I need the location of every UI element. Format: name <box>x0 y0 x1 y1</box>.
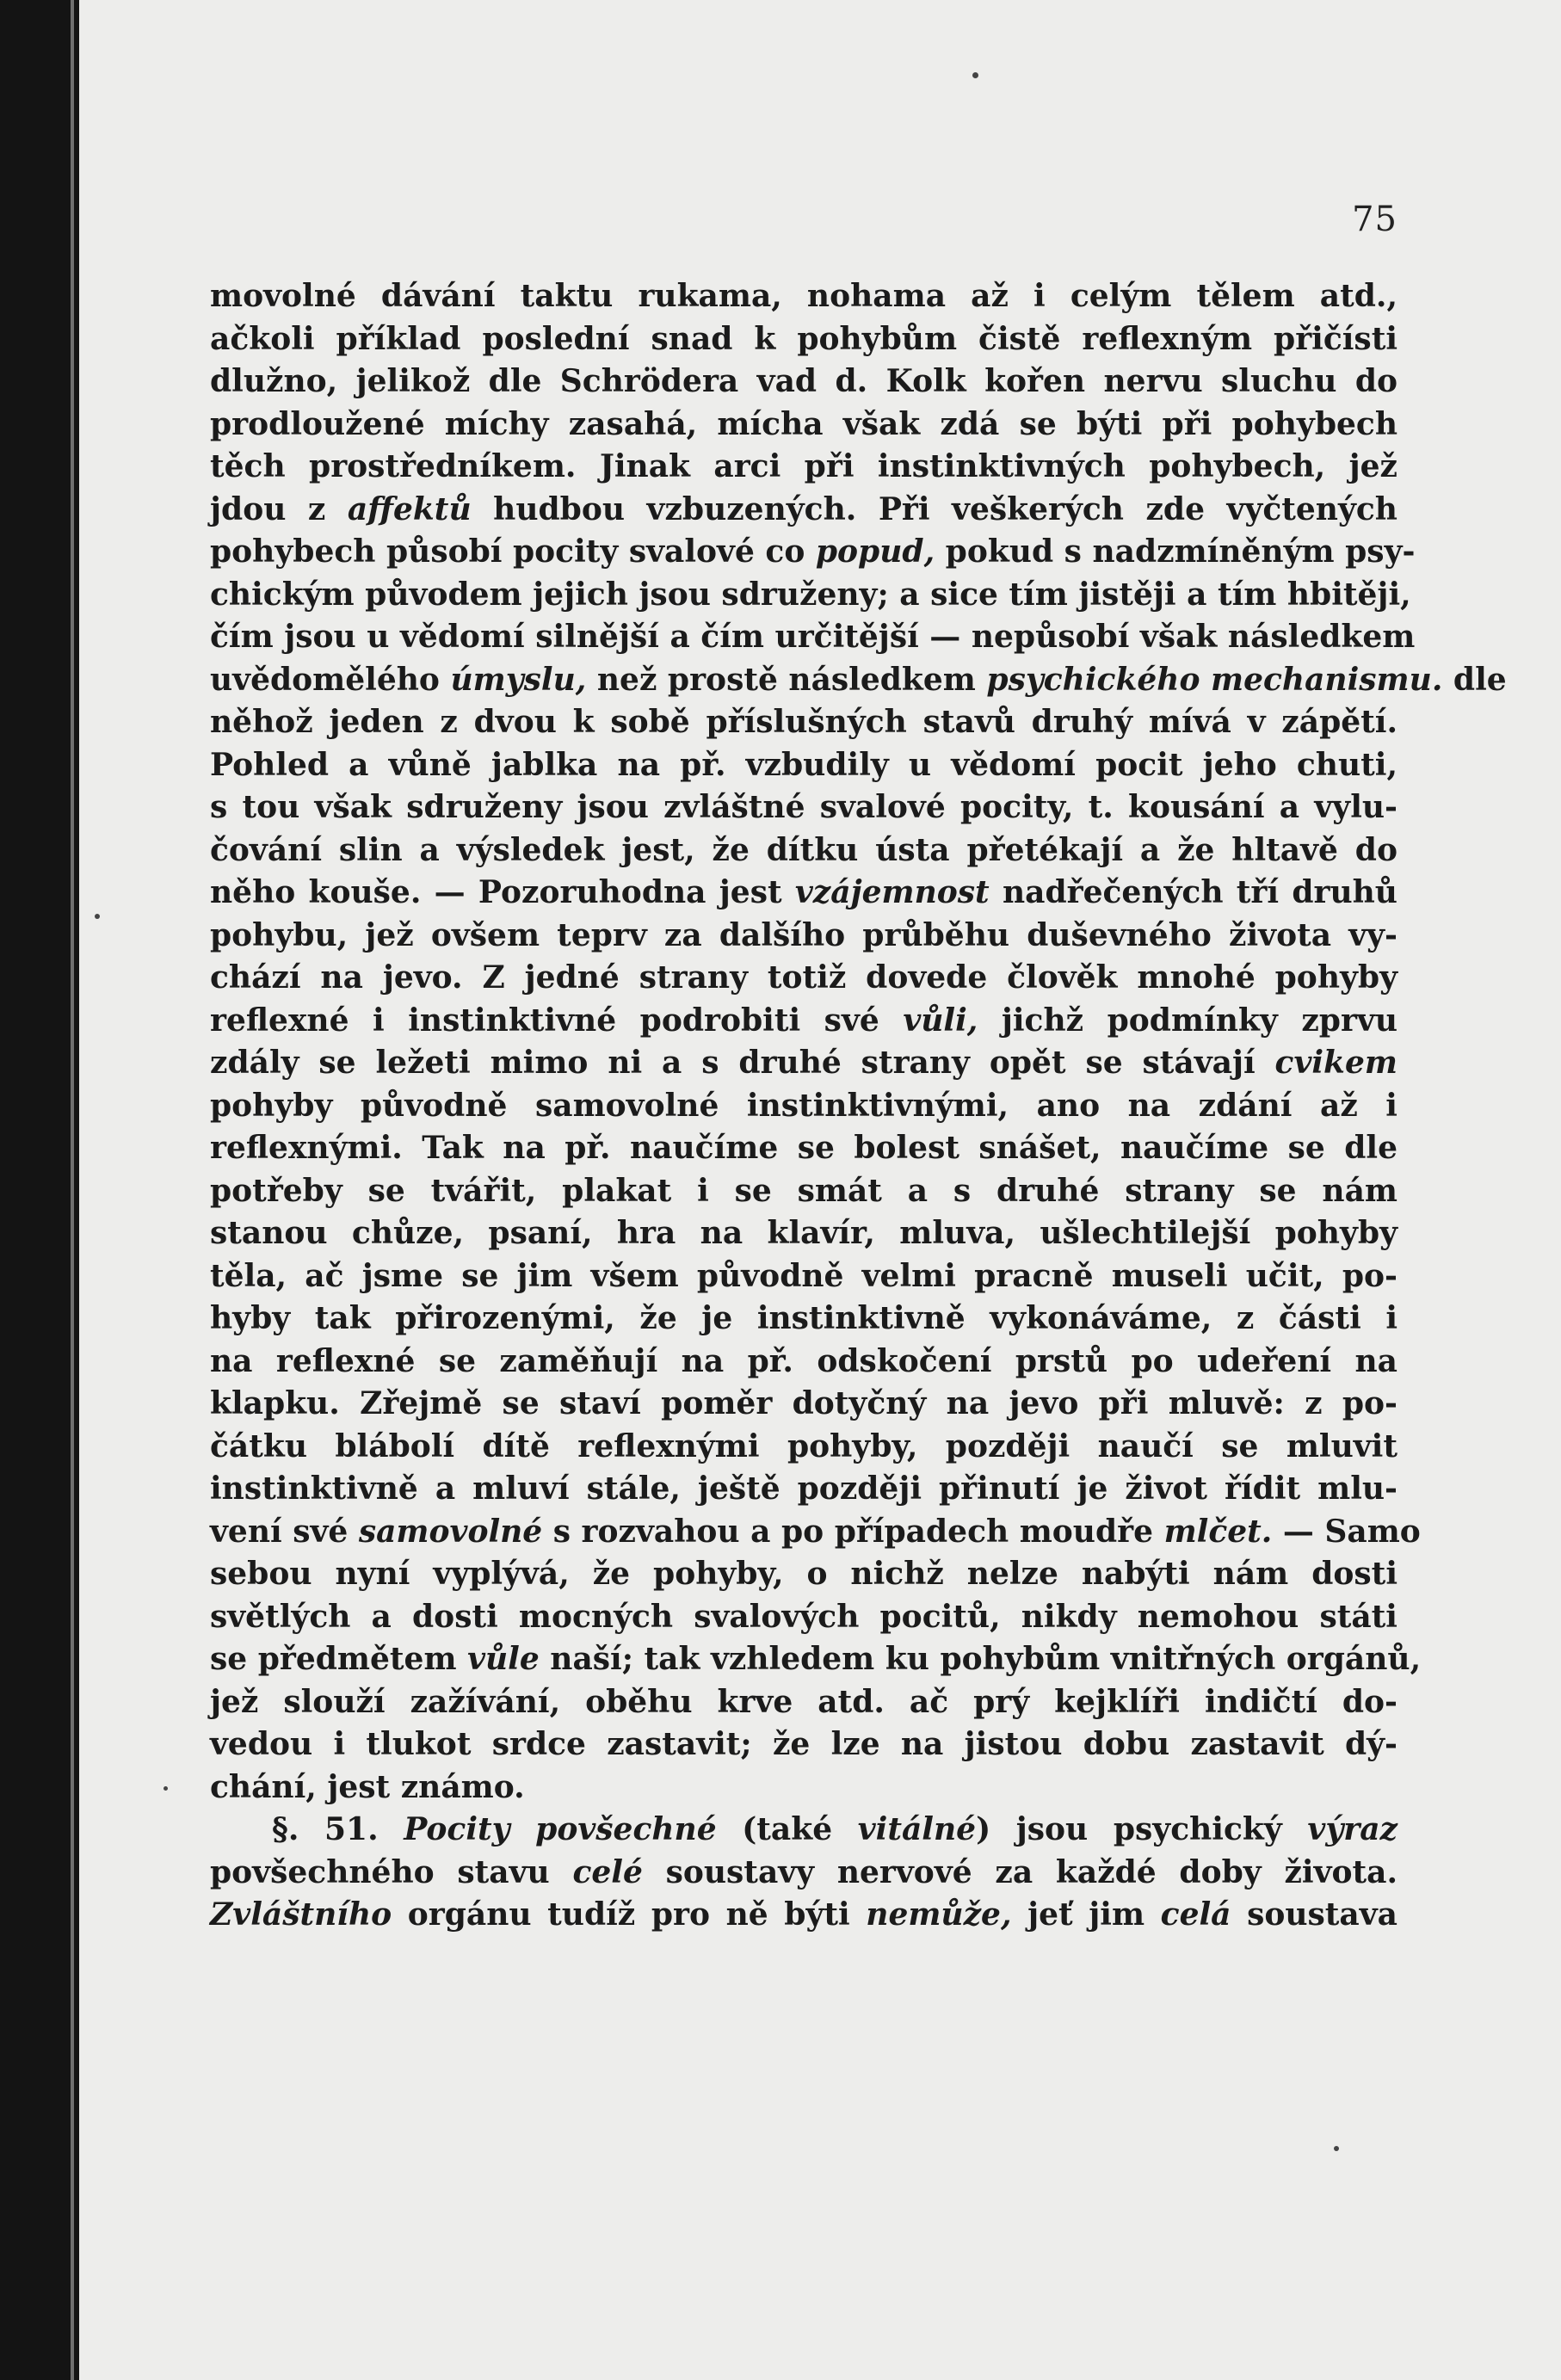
text-segment: potřeby se tvářit, plakat i se smát a s druhé strany se nám <box>210 1172 1397 1209</box>
text-segment: vedou i tlukot srdce zastavit; že lze na jistou dobu zastavit dý- <box>210 1726 1397 1762</box>
text-segment: — Samo <box>1272 1513 1421 1550</box>
text-segment: sebou nyní vyplývá, že pohyby, o nichž nelze nabýti nám dosti <box>210 1556 1397 1592</box>
text-segment: než prostě následkem <box>586 661 987 698</box>
text-line <box>210 786 1397 829</box>
text-line <box>210 1767 1397 1810</box>
emphasis-text: Zvláštního <box>210 1896 392 1933</box>
text-segment: těla, ač jsme se jim všem původně velmi pracně museli učit, po- <box>210 1257 1397 1294</box>
text-line <box>210 404 1397 447</box>
text-segment: jichž podmínky zprvu <box>978 1002 1398 1039</box>
text-line <box>210 1042 1397 1085</box>
text-segment: pohybech působí pocity svalové co <box>210 533 816 570</box>
text-line <box>210 1341 1397 1384</box>
text-segment: chickým původem jejich jsou sdruženy; a sice tím jistěji a tím hbitěji, <box>210 576 1411 613</box>
text-segment: něho kouše. — Pozoruhodna jest <box>210 874 795 910</box>
text-line <box>210 1894 1397 1937</box>
emphasis-text: výraz <box>1307 1811 1397 1847</box>
text-line <box>210 1723 1397 1767</box>
text-line <box>210 701 1397 744</box>
text-line <box>210 1596 1397 1639</box>
text-segment: ) jsou psychický <box>976 1811 1308 1847</box>
emphasis-text: vůle <box>467 1641 540 1677</box>
text-line <box>210 1553 1397 1596</box>
print-speck <box>95 914 100 919</box>
emphasis-text: vitálné <box>857 1811 977 1847</box>
emphasis-text: úmyslu, <box>450 661 587 698</box>
text-segment: povšechného stavu <box>210 1853 573 1890</box>
text-segment: čátku blábolí dítě reflexnými pohyby, později naučí se mluvit <box>210 1427 1397 1464</box>
emphasis-text: mlčet. <box>1163 1513 1273 1550</box>
text-line <box>210 531 1416 574</box>
text-line <box>210 1212 1397 1255</box>
text-segment: chází na jevo. Z jedné strany totiž dovede člověk mnohé pohyby <box>210 959 1397 996</box>
text-line <box>210 446 1397 489</box>
text-segment: naší; tak vzhledem ku pohybům vnitřných orgánů, <box>539 1641 1422 1677</box>
text-segment: jeť jim <box>1011 1896 1161 1933</box>
text-segment: nadřečených tří druhů <box>989 874 1397 910</box>
print-speck <box>972 72 978 78</box>
emphasis-text: affektů <box>347 490 472 527</box>
text-segment: prodloužené míchy zasahá, mícha však zdá se býti při pohybech <box>210 405 1397 442</box>
text-segment: hudbou vzbuzených. Při veškerých zde vyčtených <box>471 490 1397 527</box>
body-text <box>210 275 1507 1937</box>
text-segment: soustava <box>1231 1896 1398 1933</box>
text-line <box>210 829 1397 872</box>
text-line <box>210 1383 1397 1426</box>
text-line <box>210 361 1397 404</box>
text-segment: movolné dávání taktu rukama, nohama až i celým tělem atd., <box>210 278 1397 314</box>
text-segment: zdály se ležeti mimo ni a s druhé strany opět se stávají <box>210 1045 1275 1081</box>
text-segment: s rozvahou a po případech moudře <box>542 1513 1164 1550</box>
emphasis-text: vůli, <box>903 1002 978 1039</box>
emphasis-text: samovolné <box>358 1513 543 1550</box>
text-segment: reflexnými. Tak na př. naučíme se bolest snášet, naučíme se dle <box>210 1130 1397 1166</box>
text-line <box>210 1085 1397 1128</box>
text-segment: reflexné i instinktivné podrobiti své <box>210 1002 904 1039</box>
text-segment: světlých a dosti mocných svalových pocitů, nikdy nemohou státi <box>210 1598 1397 1635</box>
text-line <box>210 1000 1397 1043</box>
text-segment: (také <box>716 1811 858 1847</box>
text-segment: uvědomělého <box>210 661 451 698</box>
emphasis-text: nemůže, <box>866 1896 1012 1933</box>
page-number: 75 <box>1352 200 1397 239</box>
text-line <box>210 1426 1397 1469</box>
text-segment: instinktivně a mluví stále, ještě později přinutí je život řídit mlu- <box>210 1471 1397 1507</box>
text-line <box>210 1468 1397 1511</box>
binding-edge <box>71 0 74 2380</box>
emphasis-text: celá <box>1160 1896 1231 1933</box>
text-segment: čování slin a výsledek jest, že dítku ústa přetékají a že hltavě do <box>210 831 1397 868</box>
emphasis-text: cvikem <box>1274 1045 1397 1081</box>
text-line <box>210 1809 1397 1852</box>
text-line <box>210 1170 1397 1213</box>
text-segment: §. 51. <box>272 1811 404 1847</box>
text-segment: jdou z <box>210 490 348 527</box>
text-segment: těch prostředníkem. Jinak arci při instinktivných pohybech, jež <box>210 448 1397 484</box>
text-segment: s tou však sdruženy jsou zvláštné svalové pocity, t. kousání a vylu- <box>210 789 1397 825</box>
text-segment: chání, jest známo. <box>210 1768 525 1805</box>
text-segment: se předmětem <box>210 1641 468 1677</box>
text-line <box>210 1255 1397 1298</box>
text-segment: pokud s nadzmíněným psy- <box>935 533 1416 570</box>
text-line <box>210 275 1397 318</box>
text-segment: Pohled a vůně jablka na př. vzbudily u vědomí pocit jeho chuti, <box>210 746 1397 783</box>
text-line <box>210 659 1507 702</box>
text-segment: pohyby původně samovolné instinktivnými, ano na zdání až i <box>210 1087 1397 1124</box>
text-segment: čím jsou u vědomí silnější a čím určitější — nepůsobí však následkem <box>210 619 1416 655</box>
text-line <box>210 915 1397 958</box>
text-line <box>210 489 1397 532</box>
emphasis-text: popud, <box>815 533 935 570</box>
text-segment: jež slouží zažívání, oběhu krve atd. ač prý kejklíři indičtí do- <box>210 1683 1397 1720</box>
text-segment: soustavy nervové za každé doby života. <box>642 1853 1397 1890</box>
text-line <box>210 1298 1397 1341</box>
text-line <box>210 1852 1397 1895</box>
text-line <box>210 744 1397 787</box>
text-segment: orgánu tudíž pro ně býti <box>392 1896 867 1933</box>
text-line <box>210 616 1416 659</box>
text-line <box>210 872 1397 915</box>
text-segment: stanou chůze, psaní, hra na klavír, mluva, ušlechtilejší pohyby <box>210 1215 1397 1251</box>
text-segment: hyby tak přirozenými, že je instinktivně vykonáváme, z části i <box>210 1300 1397 1336</box>
text-segment: vení své <box>210 1513 359 1550</box>
text-segment: dlužno, jelikož dle Schrödera vad d. Kolk kořen nervu sluchu do <box>210 363 1397 399</box>
text-line <box>210 957 1397 1000</box>
text-line <box>210 1127 1397 1170</box>
text-line <box>210 318 1397 361</box>
book-page <box>79 0 1561 2380</box>
text-line <box>210 1511 1421 1554</box>
text-segment: klapku. Zřejmě se staví poměr dotyčný na jevo při mluvě: z po- <box>210 1385 1397 1421</box>
text-segment: na reflexné se zaměňují na př. odskočení prstů po udeření na <box>210 1342 1397 1379</box>
text-line <box>210 574 1411 617</box>
emphasis-text: psychického mechanismu. <box>986 661 1443 698</box>
text-segment: dle <box>1442 661 1507 698</box>
text-line <box>210 1638 1422 1681</box>
emphasis-text: celé <box>572 1853 643 1890</box>
text-segment: něhož jeden z dvou k sobě příslušných stavů druhý mívá v zápětí. <box>210 704 1397 740</box>
text-segment: pohybu, jež ovšem teprv za dalšího průběhu duševného života vy- <box>210 916 1397 953</box>
text-segment: ačkoli příklad poslední snad k pohybům čistě reflexným přičísti <box>210 320 1397 357</box>
print-speck <box>1334 2146 1339 2151</box>
emphasis-text: Pocity povšechné <box>404 1811 717 1847</box>
print-speck <box>164 1786 168 1791</box>
text-line <box>210 1681 1397 1724</box>
emphasis-text: vzájemnost <box>794 874 990 910</box>
